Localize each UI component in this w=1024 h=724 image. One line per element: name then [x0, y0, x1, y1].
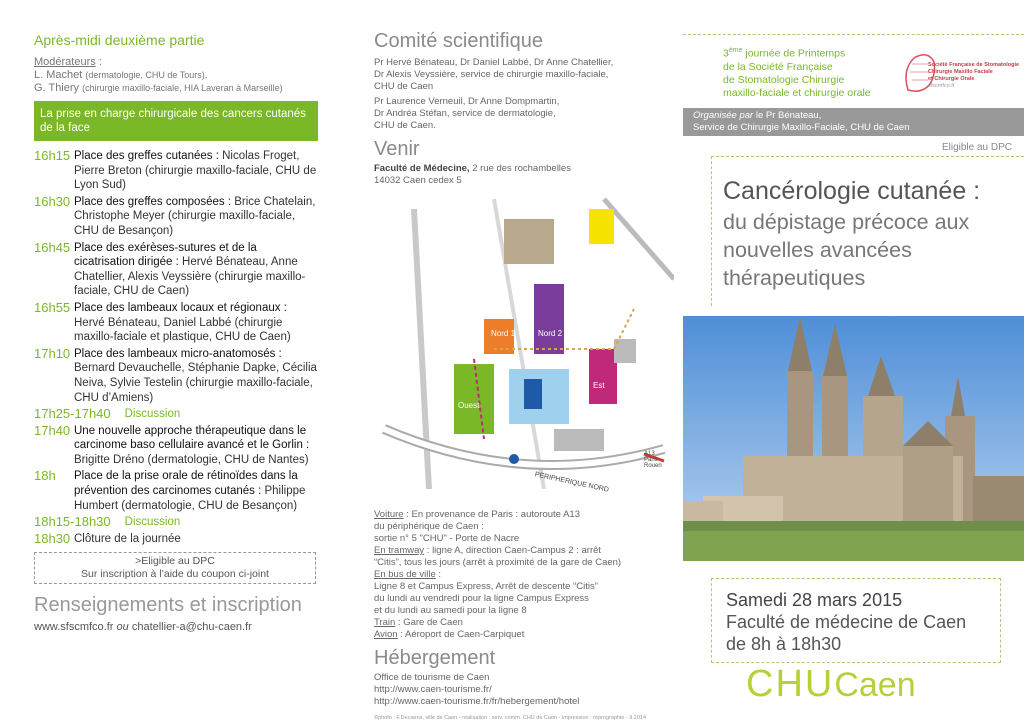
- logo-text: et Chirurgie Orale: [928, 76, 975, 82]
- moderators: Modérateurs : L. Machet (dermatologie, CHU de Tours), G. Thiery (chirurgie maxillo-faciale, HIA Laveran à Marseille): [34, 56, 283, 94]
- comite-line: Dr Alexis Veyssière, service de chirurgie maxillo-faciale,: [374, 69, 609, 80]
- chu-logo-text: CHU: [746, 663, 835, 705]
- event-date: Samedi 28 mars 2015: [726, 590, 903, 610]
- program-title: Place des lambeaux locaux et régionaux :: [74, 301, 287, 314]
- abbey-image: [683, 316, 1024, 561]
- organizer-line: maxillo-faciale et chirurgie orale: [723, 86, 871, 99]
- comite-line: Pr Hervé Bénateau, Dr Daniel Labbé, Dr Anne Chatellier,: [374, 57, 614, 68]
- tram-label: En tramway: [374, 545, 425, 556]
- edition-sup: ème: [728, 47, 743, 54]
- closing-time: 18h30: [34, 530, 71, 546]
- closing-text: Clôture de la journée: [74, 532, 181, 545]
- program-time: 16h15: [34, 148, 71, 163]
- tourism-link[interactable]: http://www.caen-tourisme.fr/: [374, 684, 492, 695]
- program-time: 17h10: [34, 345, 71, 361]
- moderator-name: G. Thiery: [34, 82, 80, 94]
- program-item: [34, 241, 320, 299]
- comite-line: Dr Andréa Stéfan, service de dermatologie,: [374, 108, 556, 119]
- moderator-affil: (chirurgie maxillo-faciale, HIA Laveran à Marseille): [82, 83, 283, 93]
- afternoon-heading: Après-midi deuxième partie: [34, 32, 205, 48]
- map-label-ouest: Ouest: [458, 401, 480, 410]
- organizer-line: de Stomatologie Chirurgie: [723, 73, 845, 86]
- program-title: Place des greffes cutanées :: [74, 150, 219, 162]
- organizer-text: [723, 44, 871, 100]
- edition-number: 3: [723, 47, 729, 60]
- program-item: [34, 424, 320, 468]
- voiture-text: : En provenance de Paris : autoroute A13: [403, 509, 580, 520]
- address: 2 rue des rochambelles: [469, 163, 571, 174]
- hebergement-title: Hébergement: [374, 647, 496, 669]
- tram-text: : ligne A, direction Caen-Campus 2 : arrêt: [424, 545, 602, 556]
- voiture-label: Voiture: [374, 509, 404, 520]
- campus-map[interactable]: [374, 189, 674, 499]
- moderator-name: L. Machet: [34, 69, 83, 81]
- or-text: ou: [116, 621, 129, 634]
- program-speakers: Hervé Bénateau, Daniel Labbé (chirurgie maxillo-faciale et plastique, CHU de Caen): [74, 316, 291, 344]
- avion-text: : Aéroport de Caen-Carpiquet: [397, 629, 525, 640]
- main-title: Cancérologie cutanée :: [723, 177, 981, 205]
- credits: ©photo : F.Decaens, ville de Caen - réalisation : serv. comm. CHU de Caen - impression : reprographie - 9.2014: [374, 715, 647, 721]
- comite-line: Pr Laurence Verneuil, Dr Anne Dompmartin,: [374, 96, 560, 107]
- event-hours: de 8h à 18h30: [726, 634, 842, 654]
- program-time: 17h40: [34, 422, 71, 438]
- comite-line: CHU de Caen.: [374, 120, 436, 131]
- program-time: 16h55: [34, 299, 71, 315]
- dpc-line: Sur inscription à l’aide du coupon ci-joint: [81, 568, 269, 581]
- program-item: [34, 195, 320, 239]
- program-speakers: Brigitte Dréno (dermatologie, CHU de Nantes): [74, 453, 309, 466]
- program-title: Place de la prise orale de rétinoïdes dans la prévention des carcinomes cutanés :: [74, 470, 298, 498]
- moderator-affil: (dermatologie, CHU de Tours),: [85, 70, 208, 80]
- bus-text: Ligne 8 et Campus Express, Arrêt de descente “Citis”: [374, 581, 598, 592]
- program-title: Une nouvelle approche thérapeutique dans le carcinome baso cellulaire avancé et le Gorlin :: [74, 424, 310, 452]
- hebergement-line: Office de tourisme de Caen: [374, 672, 490, 683]
- program-title: Place des exérèses-sutures et de la cicatrisation dirigée :: [74, 241, 257, 269]
- organizer-band: [683, 108, 1024, 136]
- info-contact: [34, 621, 320, 633]
- program-speakers: Bernard Devauchelle, Stéphanie Dapke, Cécilia Neiva, Sylvie Testelin (chirurgie maxillo-faciale, CHU d’Amiens): [74, 362, 317, 404]
- city: 14032 Caen cedex 5: [374, 175, 462, 186]
- chu-caen-logo: [746, 662, 916, 707]
- train-text: : Gare de Caen: [395, 617, 463, 628]
- discussion-label: Discussion: [124, 408, 181, 421]
- bus-text: et du lundi au samedi pour la ligne 8: [374, 605, 527, 616]
- dpc-box: [34, 552, 316, 584]
- discussion-time: 17h25-17h40: [34, 406, 111, 422]
- closing-item: [34, 532, 320, 547]
- society-logo: [900, 50, 1020, 102]
- program-speakers: Brice Chatelain, Christophe Meyer (chirurgie maxillo-faciale, CHU de Besançon): [74, 195, 316, 237]
- discussion-item: [34, 515, 320, 530]
- event-place: Faculté de médecine de Caen: [726, 612, 967, 632]
- comite-title: Comité scientifique: [374, 30, 543, 52]
- comite-line: CHU de Caen: [374, 81, 434, 92]
- website-link[interactable]: www.sfscmfco.fr: [34, 621, 114, 634]
- abbey-photo: [683, 316, 1024, 561]
- info-title: Renseignements et inscription: [34, 594, 302, 617]
- map-label-nord2: Nord 2: [538, 329, 563, 338]
- program-item: [34, 149, 320, 193]
- map-label-a13: A13 Paris Rouen: [644, 451, 662, 469]
- program-title: Place des lambeaux micro-anatomosés :: [74, 347, 282, 360]
- voiture-text: sortie n° 5 "CHU" - Porte de Nacre: [374, 533, 520, 544]
- address-bold: Faculté de Médecine,: [374, 163, 470, 174]
- dpc-line: >Eligible au DPC: [135, 555, 215, 568]
- moderators-label: Modérateurs: [34, 56, 96, 68]
- avion-label: Avion: [374, 629, 398, 640]
- program-item: [34, 301, 320, 345]
- organizer-line: de la Société Française: [723, 60, 833, 73]
- date-box: [711, 578, 1001, 663]
- tram-text: “Citis”, tous les jours (arrêt à proximité de la gare de Caen): [374, 557, 622, 568]
- practical-column: [352, 0, 674, 721]
- bus-text: du lundi au vendredi pour la ligne Campus Express: [374, 593, 589, 604]
- map-svg: [374, 189, 674, 489]
- map-label-periph: PERIPHERIQUE NORD: [534, 471, 610, 494]
- voiture-text: du périphérique de Caen :: [374, 521, 484, 532]
- discussion-label: Discussion: [124, 516, 181, 529]
- program-item: [34, 347, 320, 405]
- email-link[interactable]: chatellier-a@chu-caen.fr: [131, 621, 252, 634]
- organizer-service: Service de Chirurgie Maxillo-Faciale, CHU de Caen: [693, 122, 910, 133]
- train-label: Train: [374, 617, 396, 628]
- program-time: 16h30: [34, 193, 71, 209]
- program-time: 16h45: [34, 239, 71, 255]
- hotel-link[interactable]: http://www.caen-tourisme.fr/fr/hebergement/hotel: [374, 696, 580, 707]
- venir-title: Venir: [374, 138, 420, 160]
- organized-by: Organisée par: [693, 110, 754, 121]
- discussion-time: 18h15-18h30: [34, 514, 111, 530]
- bus-label: En bus de ville: [374, 569, 436, 580]
- program-item: [34, 469, 320, 513]
- logo-url: sfscmfco.fr: [928, 83, 955, 89]
- program-list: [34, 149, 320, 546]
- session-band: La prise en charge chirurgicale des cancers cutanés de la face: [34, 101, 318, 141]
- bus-text: :: [435, 569, 442, 580]
- program-speakers: Philippe Humbert (dermatologie, CHU de Besançon): [74, 485, 306, 512]
- dpc-label: Eligible au DPC: [941, 142, 1012, 153]
- program-title: Place des greffes composées :: [74, 195, 232, 208]
- map-label-est: Est: [593, 381, 605, 390]
- discussion-item: [34, 407, 320, 422]
- program-speakers: Nicolas Froget, Pierre Breton (chirurgie maxillo-faciale, CHU de Lyon Sud): [74, 150, 317, 192]
- program-time: 18h: [34, 468, 56, 484]
- map-label-nord1: Nord 1: [491, 329, 516, 338]
- organizer-line: journée de Printemps: [742, 47, 846, 60]
- logo-text: Chirurgie Maxillo Faciale: [928, 69, 993, 75]
- caen-logo-text: Caen: [834, 666, 916, 704]
- logo-text: Société Française de Stomatologie: [928, 62, 1020, 68]
- program-column: [0, 0, 340, 717]
- organized-by-name: le Pr Bénateau,: [753, 110, 822, 121]
- main-subtitle: du dépistage précoce aux nouvelles avancées thérapeutiques: [723, 210, 970, 290]
- program-speakers: Hervé Bénateau, Anne Chatellier, Alexis Veyssière (chirurgie maxillo-faciale, CHU de Caen): [74, 256, 306, 298]
